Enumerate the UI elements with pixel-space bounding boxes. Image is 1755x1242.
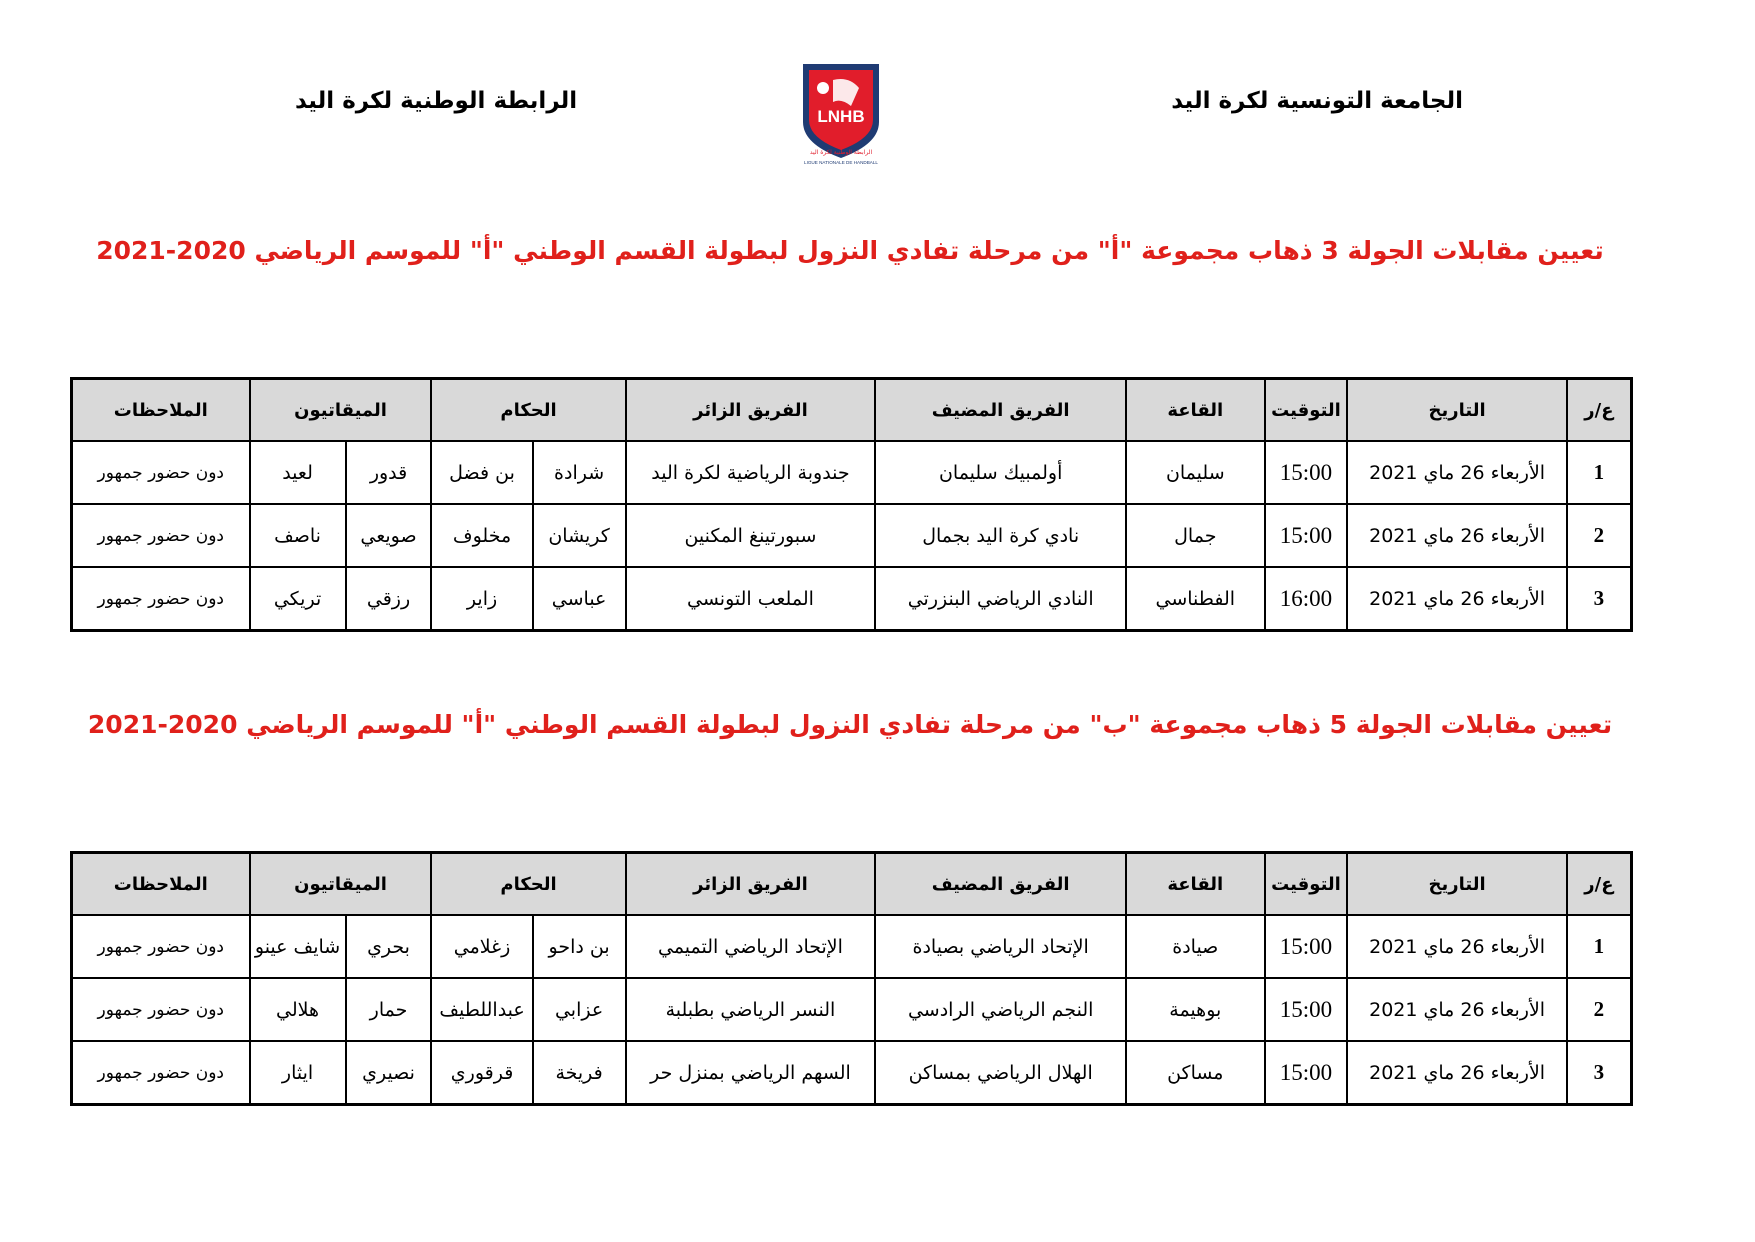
match-hall: صيادة — [1126, 915, 1265, 978]
col-header-hall: القاعة — [1126, 379, 1265, 442]
match-note: دون حضور جمهور — [72, 504, 250, 567]
timekeeper-1: بحري — [346, 915, 432, 978]
match-time: 15:00 — [1265, 441, 1348, 504]
away-team: النسر الرياضي بطبلبة — [626, 978, 876, 1041]
away-team: السهم الرياضي بمنزل حر — [626, 1041, 876, 1105]
match-time: 15:00 — [1265, 915, 1348, 978]
row-number: 3 — [1567, 567, 1632, 631]
match-date: الأربعاء 26 ماي 2021 — [1347, 1041, 1566, 1105]
match-hall: جمال — [1126, 504, 1265, 567]
timekeeper-2: ناصف — [250, 504, 346, 567]
table-row — [72, 504, 1632, 567]
table-header-row — [72, 379, 1632, 442]
table-row — [72, 978, 1632, 1041]
timekeeper-2: لعيد — [250, 441, 346, 504]
timekeeper-1: حمار — [346, 978, 432, 1041]
match-note: دون حضور جمهور — [72, 441, 250, 504]
timekeeper-2: ايثار — [250, 1041, 346, 1105]
referee-2: مخلوف — [431, 504, 532, 567]
col-header-date: التاريخ — [1347, 853, 1566, 916]
home-team: النجم الرياضي الرادسي — [875, 978, 1126, 1041]
referee-2: بن فضل — [431, 441, 532, 504]
schedule-table-group-b — [70, 851, 1633, 1106]
col-header-home: الفريق المضيف — [875, 853, 1126, 916]
col-header-away: الفريق الزائر — [626, 379, 876, 442]
referee-2: زاير — [431, 567, 532, 631]
section-title-group-a: تعيين مقابلات الجولة 3 ذهاب مجموعة "أ" من مرحلة تفادي النزول لبطولة القسم الوطني "أ" للموسم الرياضي 2020-2021 — [96, 236, 1604, 265]
match-date: الأربعاء 26 ماي 2021 — [1347, 915, 1566, 978]
referee-2: عبداللطيف — [431, 978, 532, 1041]
col-header-number: ع/ر — [1567, 379, 1632, 442]
home-team: الإتحاد الرياضي بصيادة — [875, 915, 1126, 978]
away-team: الإتحاد الرياضي التميمي — [626, 915, 876, 978]
section-title-group-b: تعيين مقابلات الجولة 5 ذهاب مجموعة "ب" من مرحلة تفادي النزول لبطولة القسم الوطني "أ" للموسم الرياضي 2020-2021 — [87, 710, 1613, 739]
match-hall: الفطناسي — [1126, 567, 1265, 631]
table-row — [72, 1041, 1632, 1105]
away-team: جندوبة الرياضية لكرة اليد — [626, 441, 876, 504]
schedule-table-group-a — [70, 377, 1633, 632]
logo-subtitle: LIGUE NATIONALE DE HANDBALL — [804, 160, 878, 165]
col-header-referees: الحكام — [431, 379, 625, 442]
referee-1: عباسي — [533, 567, 626, 631]
row-number: 1 — [1567, 441, 1632, 504]
referee-1: شرادة — [533, 441, 626, 504]
home-team: أولمبيك سليمان — [875, 441, 1126, 504]
row-number: 2 — [1567, 504, 1632, 567]
timekeeper-1: نصيري — [346, 1041, 432, 1105]
table-header-row — [72, 853, 1632, 916]
logo-arabic: الرابطة الوطنية لكرة اليد — [809, 149, 873, 156]
match-date: الأربعاء 26 ماي 2021 — [1347, 567, 1566, 631]
table-row — [72, 915, 1632, 978]
timekeeper-2: شايف عينو — [250, 915, 346, 978]
col-header-timekeepers: الميقاتيون — [250, 379, 432, 442]
match-hall: مساكن — [1126, 1041, 1265, 1105]
timekeeper-1: صويعي — [346, 504, 432, 567]
league-name: الرابطة الوطنية لكرة اليد — [295, 88, 578, 114]
match-date: الأربعاء 26 ماي 2021 — [1347, 504, 1566, 567]
match-time: 15:00 — [1265, 1041, 1348, 1105]
referee-1: كريشان — [533, 504, 626, 567]
home-team: الهلال الرياضي بمساكن — [875, 1041, 1126, 1105]
referee-1: عزابي — [533, 978, 626, 1041]
home-team: نادي كرة اليد بجمال — [875, 504, 1126, 567]
col-header-notes: الملاحظات — [72, 853, 250, 916]
table-row — [72, 567, 1632, 631]
col-header-timekeepers: الميقاتيون — [250, 853, 432, 916]
col-header-home: الفريق المضيف — [875, 379, 1126, 442]
col-header-hall: القاعة — [1126, 853, 1265, 916]
match-time: 15:00 — [1265, 504, 1348, 567]
match-date: الأربعاء 26 ماي 2021 — [1347, 441, 1566, 504]
match-hall: بوهيمة — [1126, 978, 1265, 1041]
match-date: الأربعاء 26 ماي 2021 — [1347, 978, 1566, 1041]
row-number: 3 — [1567, 1041, 1632, 1105]
timekeeper-2: هلالي — [250, 978, 346, 1041]
match-time: 16:00 — [1265, 567, 1348, 631]
referee-1: فريخة — [533, 1041, 626, 1105]
match-note: دون حضور جمهور — [72, 915, 250, 978]
timekeeper-1: قدور — [346, 441, 432, 504]
logo-text: LNHB — [817, 107, 865, 126]
away-team: سبورتينغ المكنين — [626, 504, 876, 567]
match-note: دون حضور جمهور — [72, 1041, 250, 1105]
match-note: دون حضور جمهور — [72, 978, 250, 1041]
referee-2: قرقوري — [431, 1041, 532, 1105]
col-header-date: التاريخ — [1347, 379, 1566, 442]
col-header-referees: الحكام — [431, 853, 625, 916]
table-row — [72, 441, 1632, 504]
referee-2: زغلامي — [431, 915, 532, 978]
col-header-number: ع/ر — [1567, 853, 1632, 916]
col-header-away: الفريق الزائر — [626, 853, 876, 916]
timekeeper-1: رزقي — [346, 567, 432, 631]
lnhb-logo — [789, 58, 893, 166]
col-header-notes: الملاحظات — [72, 379, 250, 442]
away-team: الملعب التونسي — [626, 567, 876, 631]
col-header-time: التوقيت — [1265, 379, 1348, 442]
row-number: 1 — [1567, 915, 1632, 978]
referee-1: بن داحو — [533, 915, 626, 978]
col-header-time: التوقيت — [1265, 853, 1348, 916]
match-note: دون حضور جمهور — [72, 567, 250, 631]
match-hall: سليمان — [1126, 441, 1265, 504]
federation-name: الجامعة التونسية لكرة اليد — [1171, 88, 1463, 114]
home-team: النادي الرياضي البنزرتي — [875, 567, 1126, 631]
match-time: 15:00 — [1265, 978, 1348, 1041]
row-number: 2 — [1567, 978, 1632, 1041]
timekeeper-2: تريكي — [250, 567, 346, 631]
